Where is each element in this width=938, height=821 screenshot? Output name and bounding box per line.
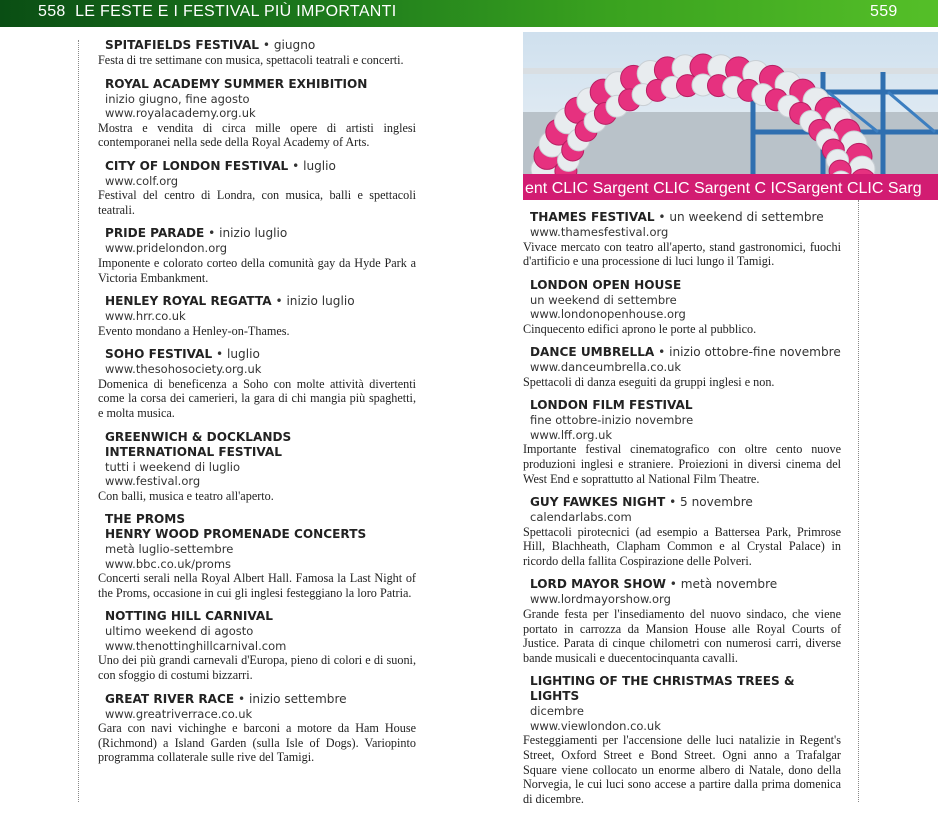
festival-date: • un weekend di settembre — [654, 210, 824, 224]
festival-date: • inizio settembre — [234, 691, 347, 706]
festival-description: Spettacoli pirotecnici (ad esempio a Battersea Park, Primrose Hill, Blachheath, Clapham Common e al Crystal Palace) in ricordo della fallita Cospirazione delle Polveri. — [523, 524, 841, 568]
festival-title: HENLEY ROYAL REGATTA • inizio luglio — [105, 294, 355, 309]
festival-date: • luglio — [288, 158, 336, 173]
festival-description: Importante festival cinematografico con oltre cento nuove produzioni inglesi e straniere. Proiezioni in diversi cinema del West End e soprattutto al National Film Theatre. — [523, 442, 841, 486]
festival-website: www.lordmayorshow.org — [530, 592, 671, 607]
banner-text: ent CLIC Sargent CLIC Sargent C ICSargent CLIC Sarg — [525, 180, 922, 197]
festival-period: metà luglio-settembre — [105, 542, 234, 557]
festival-website: www.danceumbrella.co.uk — [530, 360, 682, 375]
festival-date: • inizio ottobre-fine novembre — [654, 345, 841, 360]
festival-website: www.pridelondon.org — [105, 241, 228, 256]
festival-website: www.thesohosociety.org.uk — [105, 362, 262, 377]
festival-title: SPITAFIELDS FESTIVAL • giugno — [105, 38, 316, 52]
festival-entry — [523, 674, 841, 806]
festival-title: THE PROMS — [105, 512, 186, 527]
page-header — [0, 0, 938, 27]
festival-period: inizio giugno, fine agosto — [105, 91, 250, 106]
festival-website: www.bbc.co.uk/proms — [105, 556, 232, 571]
festival-description: Festa di tre settimane con musica, spettacoli teatrali e concerti. — [98, 53, 404, 67]
festival-description: Evento mondano a Henley-on-Thames. — [98, 323, 290, 338]
festival-entry — [523, 278, 841, 337]
left-column — [98, 38, 416, 774]
festival-title-line2: INTERNATIONAL FESTIVAL — [105, 444, 283, 459]
festival-entry — [523, 345, 841, 389]
festival-period: tutti i weekend di luglio — [105, 459, 241, 474]
festival-description: Con balli, musica e teatro all'aperto. — [98, 488, 274, 503]
festival-entry — [98, 226, 416, 285]
festival-date: • luglio — [212, 347, 260, 362]
festival-description: Concerti serali nella Royal Albert Hall. Famosa la Last Night of the Proms, occasione in cui gli inglesi festeggiano la loro Patria. — [98, 571, 416, 600]
festival-description: Imponente e colorato corteo della comunità gay da Hyde Park a Victoria Embankment. — [98, 255, 416, 285]
festival-entry — [98, 159, 416, 218]
festival-title: THAMES FESTIVAL • un weekend di settembre — [530, 210, 824, 224]
right-margin-rule — [858, 200, 859, 802]
festival-website: www.thamesfestival.org — [530, 225, 669, 239]
festival-website: www.greatriverrace.co.uk — [105, 706, 253, 721]
festival-entry — [98, 512, 416, 600]
festival-period: fine ottobre-inizio novembre — [530, 413, 694, 428]
festival-title: NOTTING HILL CARNIVAL — [105, 609, 273, 624]
left-page-heading: 558 LE FESTE E I FESTIVAL PIÙ IMPORTANTI — [38, 3, 397, 20]
festival-title-line2: HENRY WOOD PROMENADE CONCERTS — [105, 527, 367, 542]
festival-title: SOHO FESTIVAL • luglio — [105, 347, 260, 362]
festival-entry — [98, 294, 416, 338]
right-column — [523, 210, 841, 815]
festival-title: GREAT RIVER RACE • inizio settembre — [105, 691, 347, 706]
festival-date: • metà novembre — [665, 577, 778, 592]
festival-description: Grande festa per l'insediamento del nuovo sindaco, che viene portato in carrozza da Mansion House alle Royal Courts of Justice. Parata di cinque chilometri con numerosi carri, diverse bande musicali e duecentocinquanta cavalli. — [523, 606, 841, 665]
festival-entry — [523, 577, 841, 665]
festival-photo — [523, 32, 938, 200]
festival-entry — [523, 210, 841, 269]
festival-entry — [98, 609, 416, 682]
festival-website: www.thenottinghillcarnival.com — [105, 638, 287, 653]
festival-description: Cinquecento edifici aprono le porte al pubblico. — [523, 321, 757, 336]
festival-title: LONDON OPEN HOUSE — [530, 277, 682, 292]
festival-entry — [523, 495, 841, 568]
festival-website: www.festival.org — [105, 474, 201, 489]
festival-title: LONDON FILM FESTIVAL — [530, 398, 693, 413]
festival-title: LORD MAYOR SHOW • metà novembre — [530, 577, 778, 592]
festival-website: www.lff.org.uk — [530, 427, 613, 442]
festival-date: • inizio luglio — [271, 294, 355, 309]
festival-description: Spettacoli di danza eseguiti da gruppi inglesi e non. — [523, 374, 775, 389]
festival-period: ultimo weekend di agosto — [105, 624, 254, 639]
festival-date: • inizio luglio — [204, 226, 288, 241]
festival-title: LIGHTING OF THE CHRISTMAS TREES & LIGHTS — [530, 674, 795, 704]
festival-period: un weekend di settembre — [530, 292, 677, 307]
festival-period: dicembre — [530, 704, 584, 719]
festival-entry — [523, 398, 841, 486]
right-page-number: 559 — [870, 3, 898, 20]
festival-entry — [98, 347, 416, 420]
festival-description: Festeggiamenti per l'accensione delle luci natalizie in Regent's Street, Oxford Street e Bond Street. Ogni anno a Trafalgar Square viene collocato un enorme albero di Natale, dono della Norvegia, le cui luci sono accese a partire dalla prima domenica di dicembre. — [523, 733, 841, 806]
festival-date: • 5 novembre — [665, 495, 753, 510]
festival-website: www.royalacademy.org.uk — [105, 106, 256, 121]
festival-website: www.viewlondon.co.uk — [530, 718, 661, 733]
festival-description: Domenica di beneficenza a Soho con molte attività divertenti come la corsa dei camerieri, la gara di chi mangia più spaghetti, e molta musica. — [98, 376, 416, 420]
festival-website: www.colf.org — [105, 173, 179, 188]
festival-website: www.hrr.co.uk — [105, 309, 186, 324]
festival-entry — [98, 692, 416, 765]
festival-entry — [98, 430, 416, 504]
festival-entry — [98, 77, 416, 150]
festival-description: Vivace mercato con teatro all'aperto, stand gastronomici, fuochi d'artificio e una processione di luci lungo il Tamigi. — [523, 239, 841, 269]
festival-description: Gara con navi vichinghe e barconi a motore da Ham House (Richmond) a Island Garden (sulla Isle of Dogs). Variopinto programma collaterale sulle rive del Tamigi. — [98, 721, 416, 765]
festival-title: ROYAL ACADEMY SUMMER EXHIBITION — [105, 76, 368, 91]
festival-entry — [98, 38, 416, 68]
festival-description: Mostra e vendita di circa mille opere di artisti inglesi contemporanei nella sede della Royal Academy of Arts. — [98, 120, 416, 150]
festival-description: Uno dei più grandi carnevali d'Europa, pieno di colori e di suoni, con sfoggio di costumi bizzarri. — [98, 653, 416, 682]
festival-website: www.londonopenhouse.org — [530, 307, 686, 322]
festival-title: GUY FAWKES NIGHT • 5 novembre — [530, 495, 753, 510]
festival-title: DANCE UMBRELLA • inizio ottobre-fine novembre — [530, 345, 841, 360]
festival-title: PRIDE PARADE • inizio luglio — [105, 226, 288, 241]
festival-website: calendarlabs.com — [530, 510, 632, 525]
festival-date: • giugno — [259, 38, 316, 52]
festival-description: Festival del centro di Londra, con musica, balli e spettacoli teatrali. — [98, 188, 416, 217]
festival-title: GREENWICH & DOCKLANDS — [105, 429, 292, 444]
festival-title: CITY OF LONDON FESTIVAL • luglio — [105, 158, 336, 173]
left-margin-rule — [78, 40, 79, 802]
